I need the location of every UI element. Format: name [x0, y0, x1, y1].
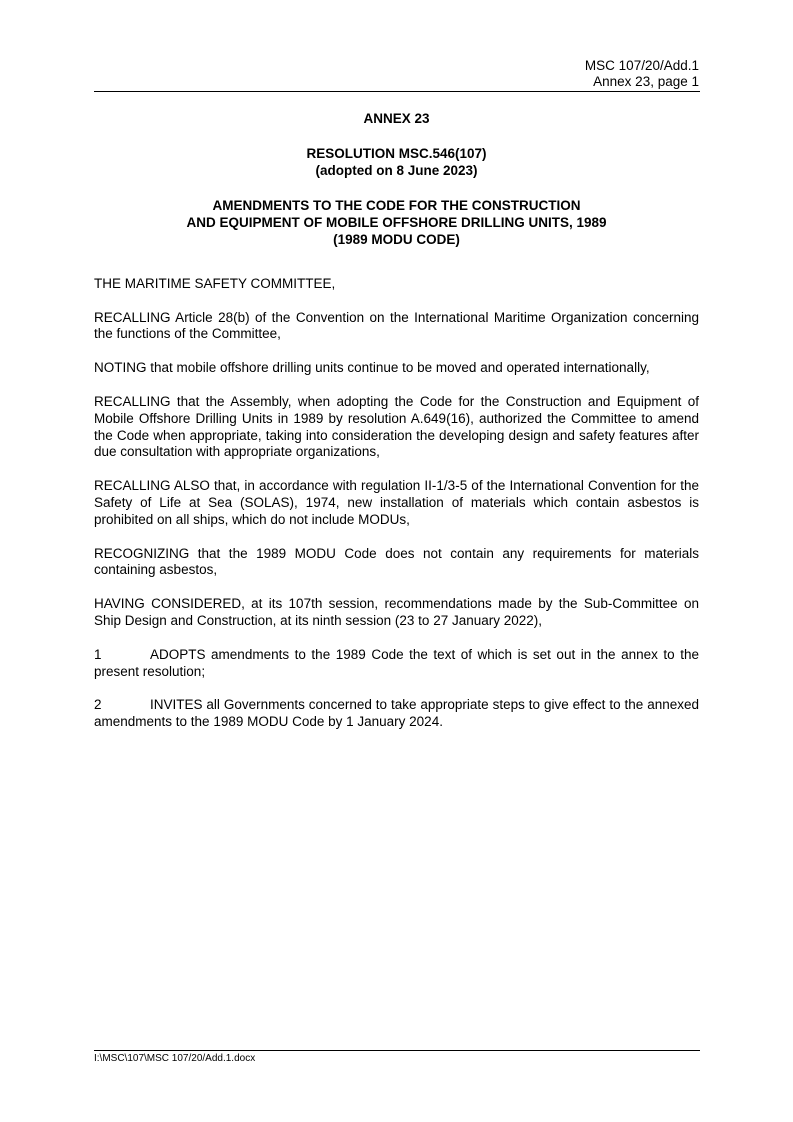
resolution-heading: [94, 146, 699, 180]
recognizing-paragraph: RECOGNIZING that the 1989 MODU Code does not contain any requirements for materials containing asbestos,: [94, 545, 699, 578]
recalling-assembly-paragraph: RECALLING that the Assembly, when adopting the Code for the Construction and Equipment of Mobile Offshore Drilling Units in 1989 by resolution A.649(16), authorized the Committee to amend the Code when appropriate, taking into consideration the developing design and safety features after due consultation with appropriate organizations,: [94, 393, 699, 460]
operative-number: 1: [94, 646, 102, 662]
operative-text: ADOPTS amendments to the 1989 Code the text of which is set out in the annex to the present resolution;: [94, 646, 699, 679]
adoption-date: (adopted on 8 June 2023): [315, 162, 478, 178]
operative-paragraph-1: [94, 647, 699, 681]
annex-title: ANNEX 23: [363, 111, 430, 126]
operative-paragraph-2: [94, 697, 699, 731]
recalling-also-paragraph: RECALLING ALSO that, in accordance with regulation II-1/3-5 of the International Convention for the Safety of Life at Sea (SOLAS), 1974, new installation of materials which contain asbestos is prohibited on all ships, which do not include MODUs,: [94, 478, 699, 527]
recalling-article-paragraph: RECALLING Article 28(b) of the Convention on the International Maritime Organization concerning the functions of the Committee,: [94, 309, 699, 342]
title-line-1: AMENDMENTS TO THE CODE FOR THE CONSTRUCTION: [212, 198, 581, 214]
title-line-3: (1989 MODU CODE): [333, 231, 460, 247]
noting-paragraph: NOTING that mobile offshore drilling units continue to be moved and operated internationally,: [94, 360, 650, 376]
resolution-title: [94, 198, 699, 248]
title-line-2: AND EQUIPMENT OF MOBILE OFFSHORE DRILLING UNITS, 1989: [186, 215, 607, 231]
having-considered-paragraph: HAVING CONSIDERED, at its 107th session, recommendations made by the Sub-Committee on Ship Design and Construction, at its ninth session (23 to 27 January 2022),: [94, 596, 699, 628]
resolution-number: RESOLUTION MSC.546(107): [306, 145, 487, 161]
document-body: [94, 111, 699, 748]
file-path: I:\MSC\107\MSC 107/20/Add.1.docx: [94, 1053, 256, 1064]
operative-number: 2: [94, 697, 102, 713]
operative-text: INVITES all Governments concerned to take appropriate steps to give effect to the annexed amendments to the 1989 MODU Code by 1 January 2024.: [94, 697, 699, 730]
footer-divider: [94, 1050, 700, 1051]
header-divider: [94, 91, 700, 92]
page-header: [585, 58, 699, 90]
page-reference: Annex 23, page 1: [593, 74, 699, 89]
document-reference: MSC 107/20/Add.1: [584, 58, 699, 73]
committee-paragraph: THE MARITIME SAFETY COMMITTEE,: [94, 275, 336, 291]
